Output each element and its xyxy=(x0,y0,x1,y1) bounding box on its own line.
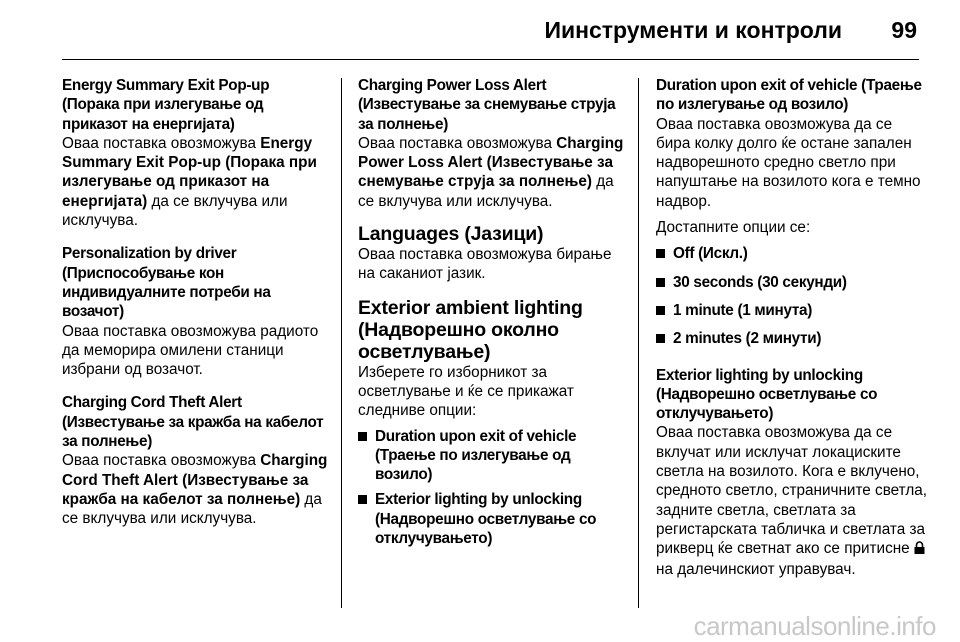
section-text xyxy=(62,134,328,230)
page-header xyxy=(0,0,960,60)
options-intro: Достапните опции се: xyxy=(656,219,811,237)
list-item xyxy=(656,329,930,348)
text-run: Оваа поставка овозможува xyxy=(358,134,557,152)
section-text: Оваа поставка овозможува бирање на саканиот јазик. xyxy=(358,246,612,283)
text-run-bold: Charging Cord Theft Alert (Известување за кражба на кабелот за полнење) xyxy=(62,452,328,508)
list-item xyxy=(656,244,930,263)
text-run: да се вклучува или исклучува. xyxy=(62,192,288,230)
section-heading: Duration upon exit of vehicle (Траење по излегување од возило) xyxy=(656,77,922,114)
section-heading: Charging Power Loss Alert (Известување за снемување струја за полнење) xyxy=(358,77,616,133)
section-text: Изберете го изборникот за осветлување и ќе се прикажат следниве опции: xyxy=(358,363,574,420)
watermark: carmanualsonline.info xyxy=(693,611,936,641)
column-1 xyxy=(62,76,328,529)
bullet-square-icon xyxy=(358,432,367,441)
section-heading: Charging Cord Theft Alert (Известување за кражба на кабелот за полнење) xyxy=(62,394,324,451)
text-run-bold: Charging Power Loss Alert (Известување за снемување струја за полнење) xyxy=(358,134,624,191)
text-run-bold: Energy Summary Exit Pop-up (Порака при излегување од приказот на енергијата) xyxy=(62,134,317,210)
bullet-square-icon xyxy=(656,334,665,343)
list-item xyxy=(656,301,930,320)
bullet-square-icon xyxy=(656,278,665,287)
section-heading-large: Exterior ambient lighting (Надворешно околно осветлување) xyxy=(358,296,583,363)
list-item-label: 2 minutes (2 минути) xyxy=(673,330,822,348)
column-3 xyxy=(656,76,930,579)
text-run: на далечинскиот управувач. xyxy=(656,560,856,578)
options-list xyxy=(358,427,624,549)
bullet-square-icon xyxy=(358,495,367,504)
column-divider-1 xyxy=(341,78,342,608)
section-heading: Exterior lighting by unlocking (Надворешно осветлување со отклучувањето) xyxy=(656,366,878,423)
text-run: да се вклучува или исклучува. xyxy=(358,173,614,210)
column-divider-2 xyxy=(638,78,639,608)
section-heading: Energy Summary Exit Pop-up (Порака при излегување од приказот на енергијата) xyxy=(62,77,270,133)
page-number: 99 xyxy=(891,17,917,43)
section-heading: Personalization by driver (Приспособување кон индивидуалните потреби на возачот) xyxy=(62,245,271,321)
section-text xyxy=(62,451,328,528)
list-item xyxy=(358,427,624,485)
list-item-label: Exterior lighting by unlocking (Надворешно осветлување со отклучувањето) xyxy=(375,491,597,548)
text-run: Оваа поставка овозможува xyxy=(62,452,261,470)
list-item xyxy=(358,490,624,548)
list-item-label: 1 minute (1 минута) xyxy=(673,301,813,319)
column-2 xyxy=(358,76,624,554)
section-text: Оваа поставка овозможува да се бира колку долго ќе остане запален надворешното средно светло при напуштање на возилото кога е темно надвор. xyxy=(656,115,921,210)
list-item-label: Duration upon exit of vehicle (Траење по излегување од возило) xyxy=(375,427,577,484)
text-run: Оваа поставка овозможува xyxy=(62,134,261,152)
lock-icon xyxy=(914,540,925,559)
list-item-label: Off (Искл.) xyxy=(673,245,748,263)
bullet-square-icon xyxy=(656,249,665,258)
section-text xyxy=(358,134,624,211)
bullet-square-icon xyxy=(656,306,665,315)
text-run: Оваа поставка овозможува да се вклучат или исклучат локациските светла на возилото. Кога е вклучено, средното светло, страничните светла, задните светла, светлата за регистарската табличка и светлата за рикверц ќе светнат ако се притисне xyxy=(656,424,928,558)
options-list xyxy=(656,244,930,348)
section-text: Оваа поставка овозможува радиото да меморира омилени станици избрани од возачот. xyxy=(62,322,319,379)
text-run: да се вклучува или исклучува. xyxy=(62,490,322,528)
header-divider xyxy=(62,59,919,60)
list-item-label: 30 seconds (30 секунди) xyxy=(673,273,847,291)
section-heading-large: Languages (Јазици) xyxy=(358,223,544,246)
page-title: Иинструменти и контроли xyxy=(544,17,842,43)
section-text xyxy=(656,423,930,578)
list-item xyxy=(656,273,930,292)
